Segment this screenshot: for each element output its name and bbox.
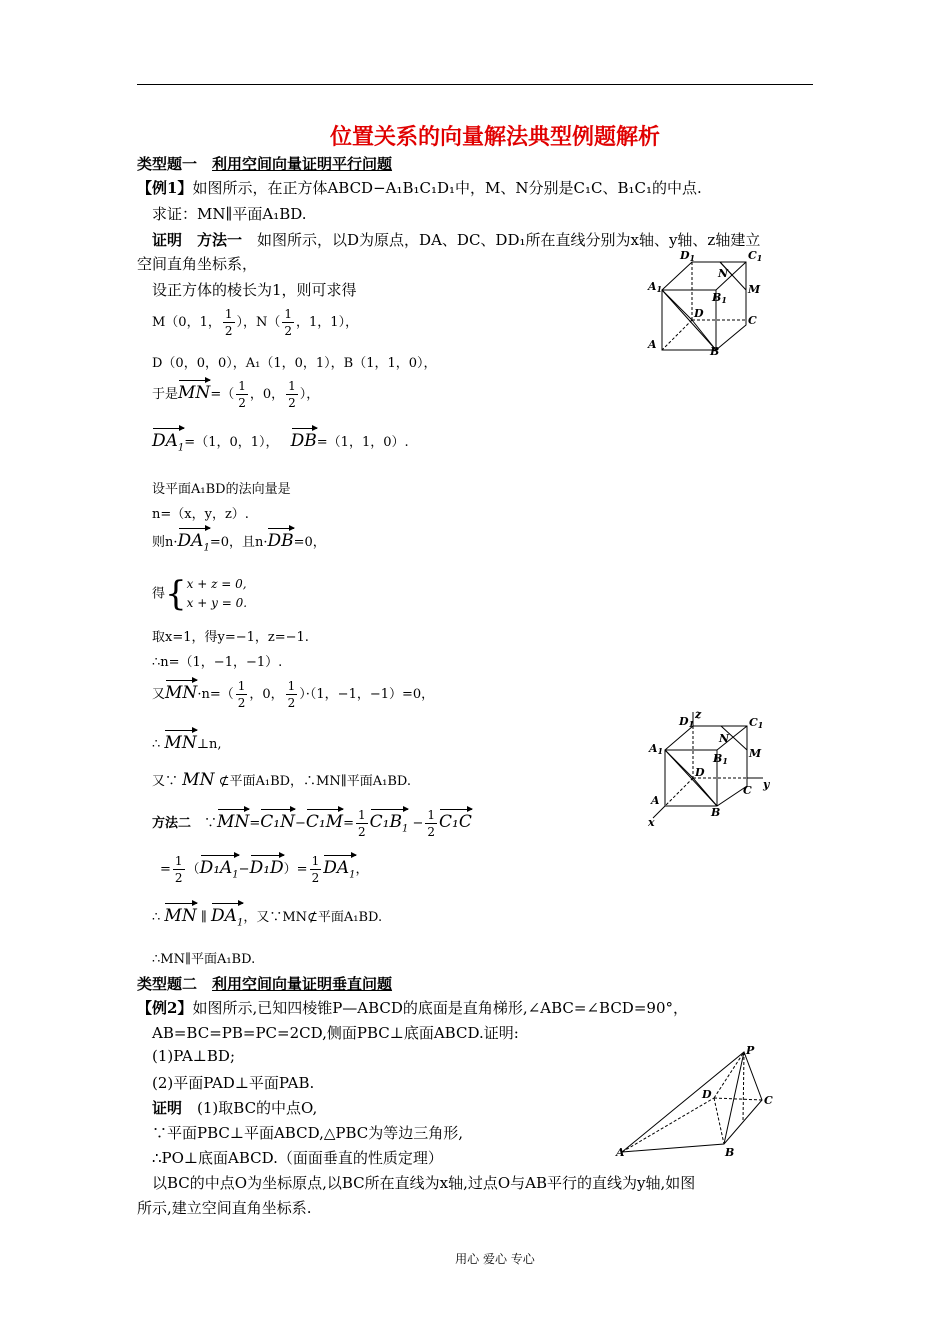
method-2-line2: = $\frac{1}{2}$ $(D_1A_1-D_1D)=$ $\frac{1}{2}$ $DA_1$，: [160, 853, 369, 885]
svg-text:C: C: [748, 314, 757, 327]
svg-text:A: A: [648, 338, 657, 351]
normal-vector-intro: 设平面A₁BD的法向量是: [152, 482, 291, 497]
example-1-prove: 求证：MN∥平面A₁BD.: [152, 205, 307, 223]
mn-parallel-conclusion: 又∵ MN ⊄平面A₁BD，∴MN∥平面A₁BD.: [152, 770, 411, 790]
example-2-stem-2: AB=BC=PB=PC=2CD,侧面PBC⊥底面ABCD.证明:: [152, 1024, 519, 1042]
section-2-heading: 类型题二 利用空间向量证明垂直问题: [137, 975, 393, 993]
example-2-proof-5: 所示,建立空间直角坐标系.: [137, 1199, 312, 1217]
method-2-line3: ∴ MN ∥ $DA_1$，又∵MN⊄平面A₁BD.: [152, 900, 382, 928]
svg-text:D: D: [702, 1088, 712, 1101]
method-2-line1: 方法二 ∵MN=C₁N−C₁M= $\frac{1}{2}$ $C_1B_1$ − $\frac{1}{2}$ C₁C: [152, 807, 472, 839]
example-2-proof-4: 以BC的中点O为坐标原点,以BC所在直线为x轴,过点O与AB平行的直线为y轴,如图: [152, 1174, 696, 1192]
svg-text:D1: D1: [679, 715, 695, 729]
page-footer: 用心 爱心 专心: [455, 1252, 535, 1266]
take-x-1: 取x=1，得y=−1，z=−1.: [152, 630, 309, 645]
vector-mn-value: 于是MN=（ $\frac{1}{2}$ ，0， $\frac{1}{2}$ ），: [152, 378, 320, 410]
svg-text:x: x: [648, 816, 655, 828]
example-1-stem: 【例1】如图所示，在正方体ABCD−A₁B₁C₁D₁中，M、N分别是C₁C、B₁C₁的中点.: [137, 179, 702, 197]
example-2-stem: 【例2】如图所示,已知四棱锥P—ABCD的底面是直角梯形,∠ABC=∠BCD=90°，: [137, 999, 688, 1017]
svg-text:y: y: [763, 778, 770, 791]
svg-text:B: B: [710, 345, 720, 358]
cube-figure-2: [645, 708, 775, 828]
svg-text:B: B: [711, 806, 721, 819]
svg-text:B1: B1: [713, 752, 728, 766]
proof-method-1-line2: 空间直角坐标系，: [137, 255, 258, 273]
cube-figure-1: [640, 245, 770, 360]
example-2-proof-3: ∴PO⊥底面ABCD.（面面垂直的性质定理）: [152, 1149, 443, 1167]
method-2-conclusion: ∴MN∥平面A₁BD.: [152, 952, 256, 967]
coordinates-m-n: M（0，1， $\frac{1}{2}$ ），N（ $\frac{1}{2}$ ，1，1），: [152, 307, 359, 339]
normal-result: ∴n=（1，−1，−1）.: [152, 655, 283, 670]
svg-text:A: A: [616, 1146, 625, 1159]
svg-text:M: M: [749, 747, 762, 760]
coordinates-d-a1-b: D（0，0，0），A₁（1，0，1），B（1，1，0），: [152, 356, 437, 371]
normal-vector-def: n=（x，y，z）.: [152, 507, 249, 522]
svg-text:A1: A1: [649, 742, 664, 756]
example-2-question-1: (1)PA⊥BD;: [152, 1047, 236, 1065]
svg-text:z: z: [695, 708, 702, 721]
edge-length-text: 设正方体的棱长为1，则可求得: [152, 281, 357, 299]
example-2-proof-1: 证明 (1)取BC的中点O,: [152, 1099, 318, 1117]
mn-dot-n: 又MN·n=（ $\frac{1}{2}$ ，0， $\frac{1}{2}$ ）·（1，−1，−1）=0，: [152, 678, 435, 710]
svg-text:C1: C1: [749, 716, 764, 730]
svg-text:D1: D1: [680, 249, 696, 263]
dot-product-conditions: 则$n\cdot DA_1=0$，且n·DB=0，: [152, 525, 326, 553]
svg-text:C: C: [764, 1094, 773, 1107]
svg-text:N: N: [719, 732, 730, 745]
header-rule: [137, 84, 813, 85]
svg-text:D: D: [694, 307, 704, 320]
svg-text:B: B: [725, 1146, 735, 1159]
svg-text:C1: C1: [748, 249, 763, 263]
proof-method-1-line1: 证明 方法一 如图所示，以D为原点，DA、DC、DD₁所在直线分别为x轴、y轴、z轴建立: [152, 231, 761, 249]
mn-perp-n: ∴ MN⊥n,: [152, 727, 221, 753]
svg-text:C: C: [743, 784, 752, 797]
svg-text:M: M: [748, 283, 761, 296]
example-2-proof-2: ∵平面PBC⊥平面ABCD,△PBC为等边三角形,: [152, 1124, 464, 1142]
example-2-question-2: (2)平面PAD⊥平面PAB.: [152, 1074, 315, 1092]
svg-text:B1: B1: [712, 291, 727, 305]
svg-text:A: A: [651, 794, 660, 807]
pyramid-figure: [612, 1040, 792, 1160]
page-title: 位置关系的向量解法典型例题解析: [329, 125, 660, 150]
equation-system: 得{ x + z = 0, x + y = 0.: [152, 574, 248, 615]
svg-text:D: D: [695, 766, 705, 779]
vector-da1-db-values: $DA_1=(1$，0，1）， DB=（1，1，0）.: [152, 425, 409, 453]
section-1-heading: 类型题一 利用空间向量证明平行问题: [137, 155, 393, 173]
svg-text:N: N: [718, 267, 729, 280]
svg-text:P: P: [746, 1044, 755, 1057]
svg-text:A1: A1: [648, 280, 663, 294]
